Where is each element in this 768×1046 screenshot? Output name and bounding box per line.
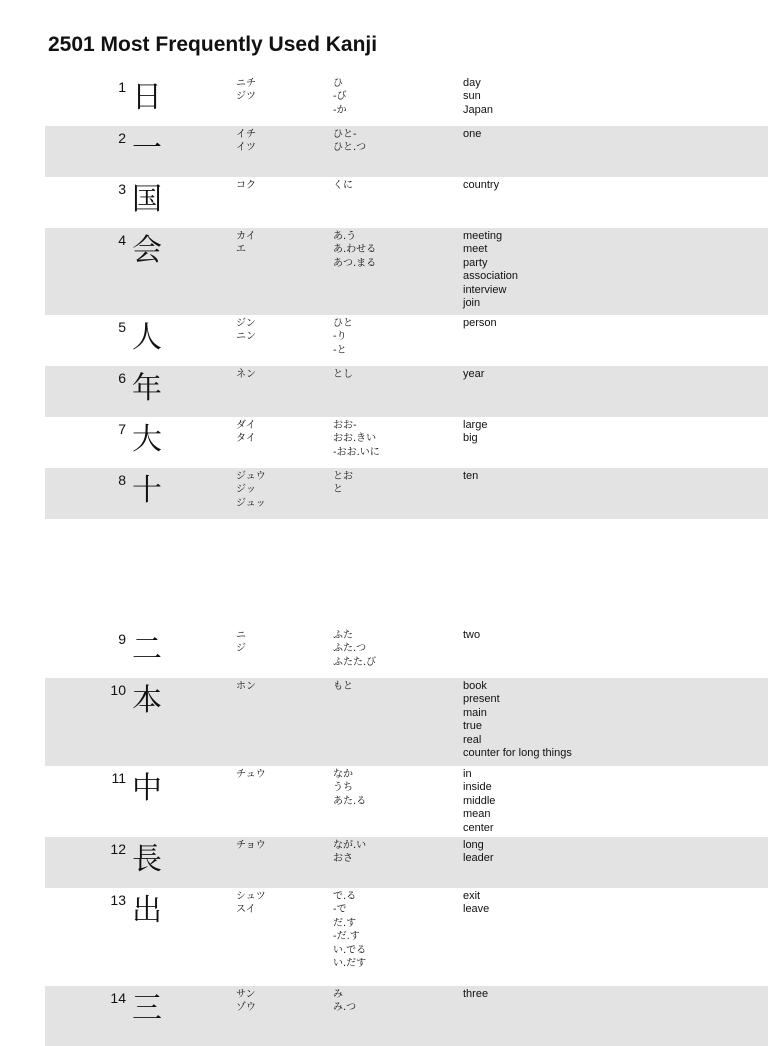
kanji-character: 十 xyxy=(132,473,162,508)
meaning-cell xyxy=(463,988,488,1001)
kanji-row xyxy=(45,837,768,888)
meaning-cell xyxy=(463,230,518,310)
kanji-row xyxy=(45,766,768,837)
kanji-table-section-1 xyxy=(45,75,768,519)
kun-reading-cell xyxy=(333,368,353,381)
meaning-cell xyxy=(463,680,572,760)
kun-reading-line: くに xyxy=(333,180,353,191)
kun-reading-line: ひと- xyxy=(333,129,357,140)
on-reading-cell xyxy=(236,470,266,510)
on-reading-line: エ xyxy=(236,244,246,256)
frequency-rank: 14 xyxy=(110,990,126,1006)
meaning-line: main xyxy=(463,706,487,719)
frequency-rank: 3 xyxy=(118,181,126,197)
frequency-rank: 11 xyxy=(111,770,126,786)
on-reading-line: ネン xyxy=(236,369,256,380)
kun-reading-line: い.でる xyxy=(333,944,367,956)
kanji-row xyxy=(45,888,768,986)
meaning-line: true xyxy=(463,720,482,733)
kanji-row xyxy=(45,678,768,766)
kun-reading-cell xyxy=(333,128,366,155)
kanji-row xyxy=(45,468,768,519)
kanji-character: 三 xyxy=(132,991,162,1026)
kun-reading-line: -で xyxy=(333,904,347,916)
kun-reading-line: あ.わせる xyxy=(333,244,377,256)
on-reading-line: カイ xyxy=(236,231,256,242)
meaning-line: large xyxy=(463,419,488,431)
meaning-line: meeting xyxy=(463,230,503,242)
kun-reading-line: -び xyxy=(333,91,347,103)
on-reading-line: タイ xyxy=(236,433,256,445)
meaning-line: exit xyxy=(463,890,481,902)
kun-reading-line: ひと.つ xyxy=(333,142,367,154)
frequency-rank: 13 xyxy=(110,892,126,908)
on-reading-line: ジュッ xyxy=(236,497,266,509)
kanji-character: 人 xyxy=(132,320,162,355)
meaning-line: party xyxy=(463,256,488,269)
on-reading-line: チュウ xyxy=(236,769,266,780)
kanji-character: 中 xyxy=(132,771,162,806)
kun-reading-line: み xyxy=(333,989,343,1000)
kun-reading-line: で.る xyxy=(333,891,357,902)
kun-reading-cell xyxy=(333,680,353,693)
meaning-line: middle xyxy=(463,794,496,807)
on-reading-cell xyxy=(236,77,256,104)
frequency-rank: 1 xyxy=(118,79,126,95)
frequency-rank: 2 xyxy=(118,130,126,146)
kun-reading-line: ふた.つ xyxy=(333,643,367,655)
kun-reading-line: なが.い xyxy=(333,840,367,851)
on-reading-line: ホン xyxy=(236,681,256,692)
kun-reading-line: -か xyxy=(333,104,347,116)
meaning-line: two xyxy=(463,629,481,641)
kun-reading-line: ふた xyxy=(333,630,353,641)
meaning-line: one xyxy=(463,128,482,140)
kun-reading-line: ふたた.び xyxy=(333,656,377,668)
on-reading-line: ニ xyxy=(236,630,246,641)
meaning-line: inside xyxy=(463,781,492,794)
on-reading-cell xyxy=(236,890,266,917)
kun-reading-line: おお- xyxy=(333,420,357,431)
kun-reading-cell xyxy=(333,629,376,669)
meaning-line: book xyxy=(463,680,487,692)
kun-reading-cell xyxy=(333,988,356,1015)
kun-reading-line: -と xyxy=(333,344,347,356)
meaning-cell xyxy=(463,368,484,381)
meaning-cell xyxy=(463,839,494,866)
kun-reading-line: ひ xyxy=(333,78,343,89)
kanji-row xyxy=(45,366,768,417)
kun-reading-line: -おお.いに xyxy=(333,446,380,458)
meaning-line: year xyxy=(463,368,485,380)
on-reading-line: イツ xyxy=(236,142,256,154)
kanji-row xyxy=(45,126,768,177)
on-reading-line: ジュウ xyxy=(236,471,266,482)
meaning-line: mean xyxy=(463,808,491,821)
on-reading-cell xyxy=(236,230,256,257)
frequency-rank: 8 xyxy=(118,472,126,488)
meaning-line: three xyxy=(463,988,489,1000)
on-reading-line: ジン xyxy=(236,318,256,329)
meaning-cell xyxy=(463,470,478,483)
meaning-cell xyxy=(463,77,493,117)
meaning-line: center xyxy=(463,821,494,834)
frequency-rank: 10 xyxy=(110,682,126,698)
kun-reading-line: あた.る xyxy=(333,795,367,807)
meaning-cell xyxy=(463,419,487,446)
meaning-cell xyxy=(463,768,495,835)
on-reading-cell xyxy=(236,680,256,693)
kun-reading-cell xyxy=(333,470,353,497)
on-reading-cell xyxy=(236,768,266,781)
kun-reading-line: ひと xyxy=(333,318,353,329)
kanji-character: 国 xyxy=(132,182,162,217)
meaning-line: join xyxy=(463,297,481,310)
kanji-table-section-2 xyxy=(45,627,768,1046)
kanji-row xyxy=(45,315,768,366)
on-reading-line: ジ xyxy=(236,643,246,655)
kanji-row xyxy=(45,627,768,678)
kanji-row xyxy=(45,986,768,1046)
kun-reading-cell xyxy=(333,768,366,808)
kun-reading-line: み.つ xyxy=(333,1002,357,1014)
kun-reading-line: あ.う xyxy=(333,231,357,242)
frequency-rank: 9 xyxy=(118,631,126,647)
kanji-character: 大 xyxy=(132,422,162,457)
kun-reading-line: あつ.まる xyxy=(333,257,377,269)
kanji-character: 一 xyxy=(132,131,162,166)
kun-reading-line: い.だす xyxy=(333,958,367,970)
meaning-line: counter for long things xyxy=(463,747,572,760)
meaning-line: leave xyxy=(463,903,490,916)
kun-reading-line: おさ xyxy=(333,853,353,865)
meaning-line: big xyxy=(463,432,478,445)
kanji-character: 長 xyxy=(132,842,162,877)
kun-reading-line: なか xyxy=(333,769,353,780)
kanji-row xyxy=(45,177,768,228)
kun-reading-line: -だ.す xyxy=(333,931,360,943)
kun-reading-cell xyxy=(333,179,353,192)
meaning-line: real xyxy=(463,733,482,746)
meaning-line: leader xyxy=(463,852,494,865)
on-reading-line: ニン xyxy=(236,331,256,343)
on-reading-line: ゾウ xyxy=(236,1002,256,1014)
on-reading-line: シュツ xyxy=(236,891,266,902)
kanji-character: 年 xyxy=(132,371,162,406)
kanji-character: 会 xyxy=(132,233,162,268)
kun-reading-line: と xyxy=(333,484,343,496)
meaning-line: meet xyxy=(463,243,488,256)
on-reading-cell xyxy=(236,839,266,852)
on-reading-cell xyxy=(236,988,256,1015)
page-title: 2501 Most Frequently Used Kanji xyxy=(48,33,378,56)
frequency-rank: 7 xyxy=(118,421,126,437)
kun-reading-cell xyxy=(333,230,376,270)
on-reading-cell xyxy=(236,368,256,381)
on-reading-line: ダイ xyxy=(236,420,256,431)
meaning-line: person xyxy=(463,317,497,329)
meaning-cell xyxy=(463,317,497,330)
meaning-cell xyxy=(463,890,489,917)
meaning-line: day xyxy=(463,77,481,89)
meaning-line: in xyxy=(463,768,472,780)
kanji-row xyxy=(45,417,768,468)
kanji-row xyxy=(45,75,768,126)
on-reading-cell xyxy=(236,317,256,344)
kun-reading-line: とし xyxy=(333,369,353,380)
meaning-cell xyxy=(463,128,481,141)
on-reading-line: コク xyxy=(236,180,256,191)
on-reading-cell xyxy=(236,128,256,155)
kun-reading-cell xyxy=(333,890,366,970)
on-reading-line: ニチ xyxy=(236,78,256,89)
meaning-line: long xyxy=(463,839,484,851)
on-reading-line: ジツ xyxy=(236,91,256,103)
on-reading-cell xyxy=(236,629,246,656)
kun-reading-line: だ.す xyxy=(333,917,357,929)
kun-reading-cell xyxy=(333,77,347,117)
on-reading-line: ジッ xyxy=(236,484,256,496)
meaning-line: interview xyxy=(463,283,507,296)
meaning-line: sun xyxy=(463,90,481,103)
kun-reading-line: うち xyxy=(333,782,353,794)
meaning-line: association xyxy=(463,270,519,283)
on-reading-cell xyxy=(236,419,256,446)
meaning-line: Japan xyxy=(463,103,493,116)
on-reading-line: チョウ xyxy=(236,840,266,851)
on-reading-cell xyxy=(236,179,256,192)
frequency-rank: 4 xyxy=(118,232,126,248)
kanji-character: 二 xyxy=(132,632,162,667)
frequency-rank: 12 xyxy=(110,841,126,857)
kanji-row xyxy=(45,228,768,315)
kun-reading-cell xyxy=(333,317,353,357)
meaning-line: present xyxy=(463,693,500,706)
kanji-character: 本 xyxy=(132,683,162,718)
kun-reading-cell xyxy=(333,839,366,866)
meaning-cell xyxy=(463,629,480,642)
on-reading-line: イチ xyxy=(236,129,256,140)
kun-reading-line: とお xyxy=(333,471,353,482)
kun-reading-line: おお.きい xyxy=(333,433,377,445)
meaning-line: ten xyxy=(463,470,479,482)
meaning-line: country xyxy=(463,179,500,191)
meaning-cell xyxy=(463,179,499,192)
on-reading-line: スイ xyxy=(236,904,256,916)
kanji-character: 日 xyxy=(132,80,162,115)
kun-reading-cell xyxy=(333,419,380,459)
frequency-rank: 6 xyxy=(118,370,126,386)
kun-reading-line: -り xyxy=(333,331,347,343)
kun-reading-line: もと xyxy=(333,681,353,692)
frequency-rank: 5 xyxy=(118,319,126,335)
kanji-character: 出 xyxy=(132,893,162,928)
on-reading-line: サン xyxy=(236,989,256,1000)
